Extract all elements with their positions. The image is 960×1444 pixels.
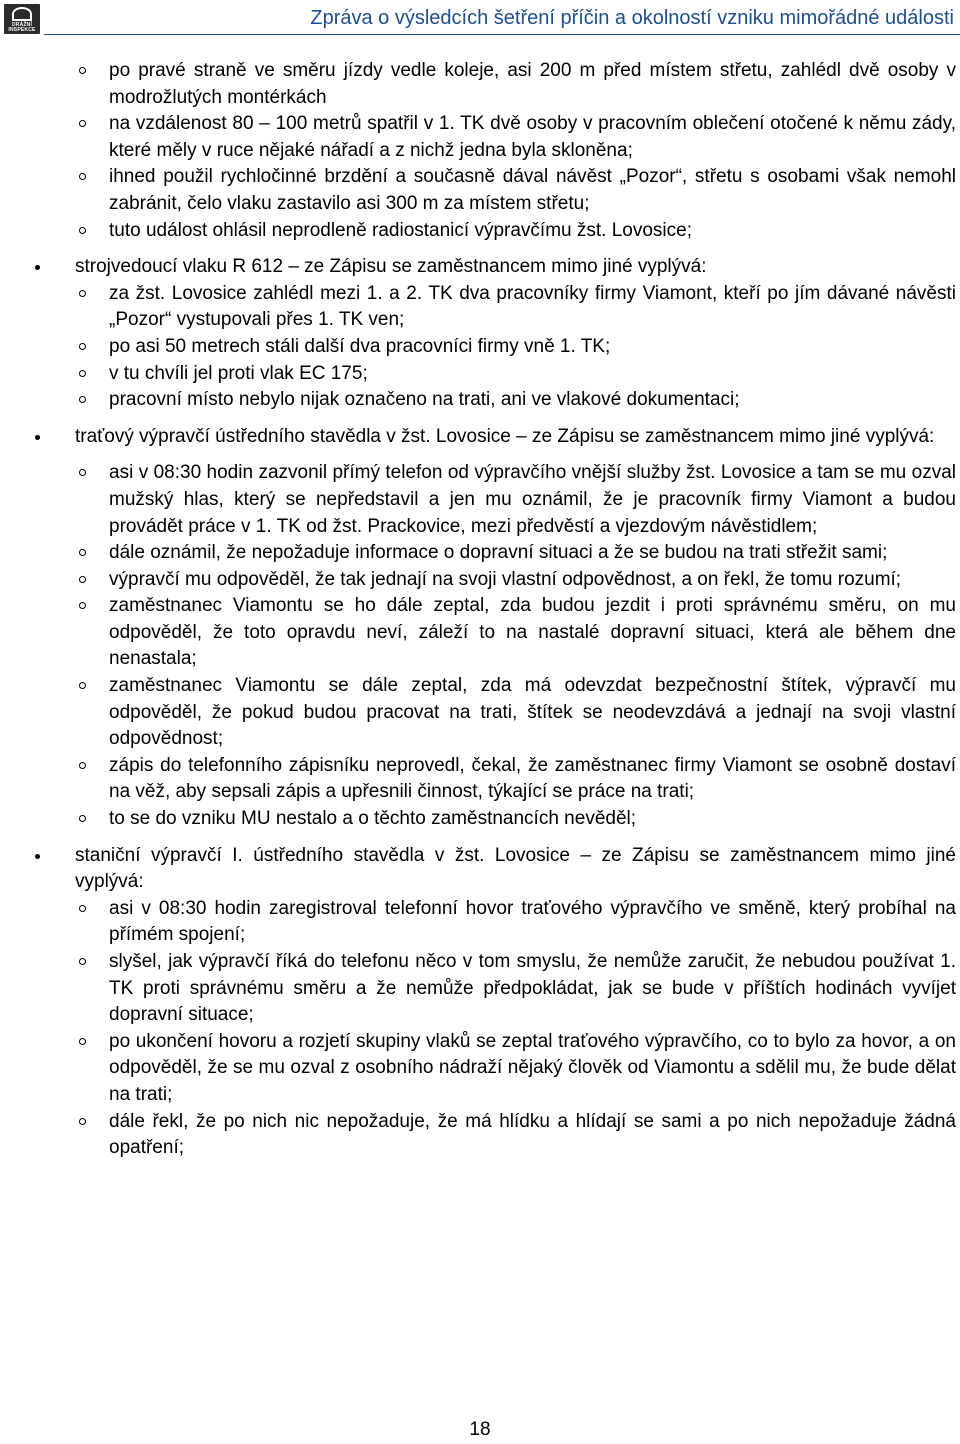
page-header [0,0,960,40]
sub-bullet-item: po asi 50 metrech stáli další dva pracovníci firmy vně 1. TK; [0,334,960,361]
sub-bullet-item: zápis do telefonního zápisníku neprovedl, čekal, že zaměstnanec firmy Viamont se osobně dostaví na věž, aby sepsali zápis a upřesnili činnost, týkající se práce na trati; [0,753,960,806]
sub-bullet-item: asi v 08:30 hodin zaregistroval telefonní hovor traťového výpravčího ve směně, který probíhal na přímém spojení; [0,896,960,949]
sub-bullet-item: pracovní místo nebylo nijak označeno na trati, ani ve vlakové dokumentaci; [0,387,960,414]
header-divider [44,34,960,35]
page-number: 18 [469,1419,491,1440]
logo-mark-icon [12,7,32,21]
sub-bullet-item: zaměstnanec Viamontu se ho dále zeptal, zda budou jezdit i proti správnému směru, on mu odpověděl, že toto opravdu neví, záleží to na nastalé dopravní situaci, která ale během dne nenastala; [0,593,960,673]
logo-text-line1: DRÁŽNÍ [11,22,33,28]
sub-bullet-item: tuto událost ohlásil neprodleně radiostanicí výpravčímu žst. Lovosice; [0,218,960,245]
sub-bullet-item: po ukončení hovoru a rozjetí skupiny vlaků se zeptal traťového výpravčího, co to bylo za hovor, a on odpověděl, že se mu ozval z osobního nádraží nějaký člověk od Viamontu a sdělil mu, že bude dělat na trati; [0,1029,960,1109]
sub-bullet-item: asi v 08:30 hodin zazvonil přímý telefon od výpravčího vnější služby žst. Lovosice a tam se mu ozval mužský hlas, který se nepředstavil a jen mu oznámil, že je pracovník firmy Viamont a budou provádět práce v 1. TK od žst. Prackovice, mezi předvěstí a vjezdovým návěstidlem; [0,460,960,540]
logo-text-line2: INSPEKCE [8,27,36,33]
sub-bullet-item: dále oznámil, že nepožaduje informace o dopravní situaci a že se budou na trati střežit sami; [0,540,960,567]
sub-bullet-item: po pravé straně ve směru jízdy vedle koleje, asi 200 m před místem střetu, zahlédl dvě osoby v modrožlutých montérkách [0,58,960,111]
sub-bullet-item: to se do vzniku MU nestalo a o těchto zaměstnancích nevěděl; [0,806,960,833]
sub-bullet-item: v tu chvíli jel proti vlak EC 175; [0,361,960,388]
bullet-item: staniční výpravčí I. ústředního stavědla v žst. Lovosice – ze Zápisu se zaměstnancem mimo jiné vyplývá: [0,843,960,896]
sub-bullet-item: ihned použil rychločinné brzdění a současně dával návěst „Pozor“, střetu s osobami však nemohl zabránit, čelo vlaku zastavilo asi 300 m za místem střetu; [0,164,960,217]
bullet-item: strojvedoucí vlaku R 612 – ze Zápisu se zaměstnancem mimo jiné vyplývá: [0,254,960,281]
sub-bullet-item: zaměstnanec Viamontu se dále zeptal, zda má odevzdat bezpečnostní štítek, výpravčí mu odpověděl, že pokud budou pracovat na trati, štítek se neodevzdává a jednají na svoji vlastní odpovědnost; [0,673,960,753]
sub-bullet-item: na vzdálenost 80 – 100 metrů spatřil v 1. TK dvě osoby v pracovním oblečení otočené k němu zády, které měly v ruce nějaké nářadí a z nichž jedna byla skloněna; [0,111,960,164]
sub-bullet-item: slyšel, jak výpravčí říká do telefonu něco v tom smyslu, že nemůže zaručit, že nebudou používat 1. TK proti správnému směru a že nemůže předpokládat, jak se bude v příštích hodinách vyvíjet dopravní situace; [0,949,960,1029]
bullet-item: traťový výpravčí ústředního stavědla v žst. Lovosice – ze Zápisu se zaměstnancem mimo jiné vyplývá: [0,424,960,451]
sub-bullet-item: za žst. Lovosice zahlédl mezi 1. a 2. TK dva pracovníky firmy Viamont, kteří po jím dávané návěsti „Pozor“ vystupovali přes 1. TK ven; [0,281,960,334]
drazni-inspekce-logo [4,4,40,34]
running-title: Zpráva o výsledcích šetření příčin a okolností vzniku mimořádné události [310,7,954,29]
sub-bullet-item: výpravčí mu odpověděl, že tak jednají na svoji vlastní odpovědnost, a on řekl, že tomu rozumí; [0,567,960,594]
document-body [0,58,960,1162]
sub-bullet-item: dále řekl, že po nich nic nepožaduje, že má hlídku a hlídají se sami a po nich nepožaduje žádná opatření; [0,1109,960,1162]
